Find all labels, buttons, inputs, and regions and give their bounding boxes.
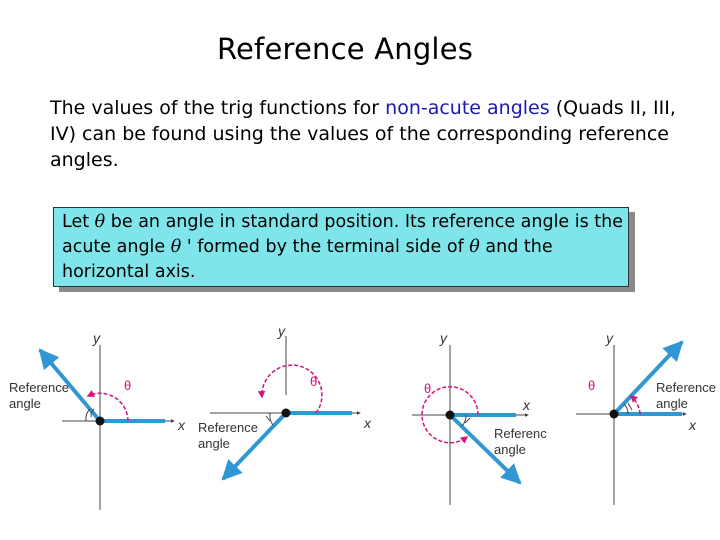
reference-label-line1: Reference bbox=[198, 420, 258, 435]
theta-label: θ bbox=[124, 378, 132, 393]
theta-label: θ bbox=[310, 374, 318, 389]
theta-arc bbox=[631, 396, 640, 414]
y-axis-label: y bbox=[278, 323, 285, 339]
y-axis-label: y bbox=[93, 330, 100, 346]
reference-label-line1: Referenc bbox=[494, 426, 547, 441]
reference-label-line1: Reference bbox=[9, 380, 69, 395]
intro-text-2: (Quads II, III, IV) can be found using the values of the corresponding reference angles. bbox=[50, 97, 676, 171]
intro-highlight: non-acute angles bbox=[385, 97, 550, 119]
x-axis-label: x bbox=[364, 415, 371, 431]
origin-dot bbox=[610, 410, 619, 419]
diagram-quadrant-ii bbox=[9, 330, 186, 510]
theta-symbol: θ bbox=[469, 237, 480, 257]
slide-title: Reference Angles bbox=[216, 32, 474, 66]
x-axis-label: x bbox=[689, 417, 696, 433]
reference-angle-mark bbox=[270, 413, 273, 425]
origin-dot bbox=[446, 411, 455, 420]
definition-text-3: ' formed by the terminal side of bbox=[181, 237, 470, 257]
reference-label-line2: angle bbox=[494, 442, 526, 457]
reference-label-line1: Reference bbox=[656, 380, 716, 395]
reference-label-line2: angle bbox=[198, 436, 230, 451]
reference-label-line2: angle bbox=[656, 396, 688, 411]
reference-label-line2: angle bbox=[9, 396, 41, 411]
theta-arc bbox=[262, 365, 322, 413]
diagram-quadrant-iii bbox=[198, 323, 372, 479]
theta-label: θ bbox=[588, 378, 596, 393]
theta-symbol: θ bbox=[94, 212, 106, 232]
origin-dot bbox=[96, 417, 105, 426]
x-axis-label: x bbox=[523, 397, 530, 413]
theta-symbol: θ bbox=[170, 237, 182, 257]
definition-text-4: and the horizontal axis. bbox=[62, 237, 553, 282]
diagram-quadrant-i bbox=[576, 330, 716, 505]
definition-text-1: Let bbox=[62, 212, 95, 232]
x-axis-label: x bbox=[178, 417, 185, 433]
reference-angle-mark bbox=[628, 403, 632, 410]
intro-text-1: The values of the trig functions for bbox=[50, 97, 386, 119]
y-axis-label: y bbox=[606, 330, 613, 346]
definition-text-2: be an angle in standard position. Its reference angle is the acute angle bbox=[62, 212, 624, 257]
diagram-quadrant-iv bbox=[412, 330, 547, 505]
origin-dot bbox=[282, 409, 291, 418]
y-axis-label: y bbox=[440, 330, 447, 346]
theta-label: θ bbox=[424, 381, 432, 396]
